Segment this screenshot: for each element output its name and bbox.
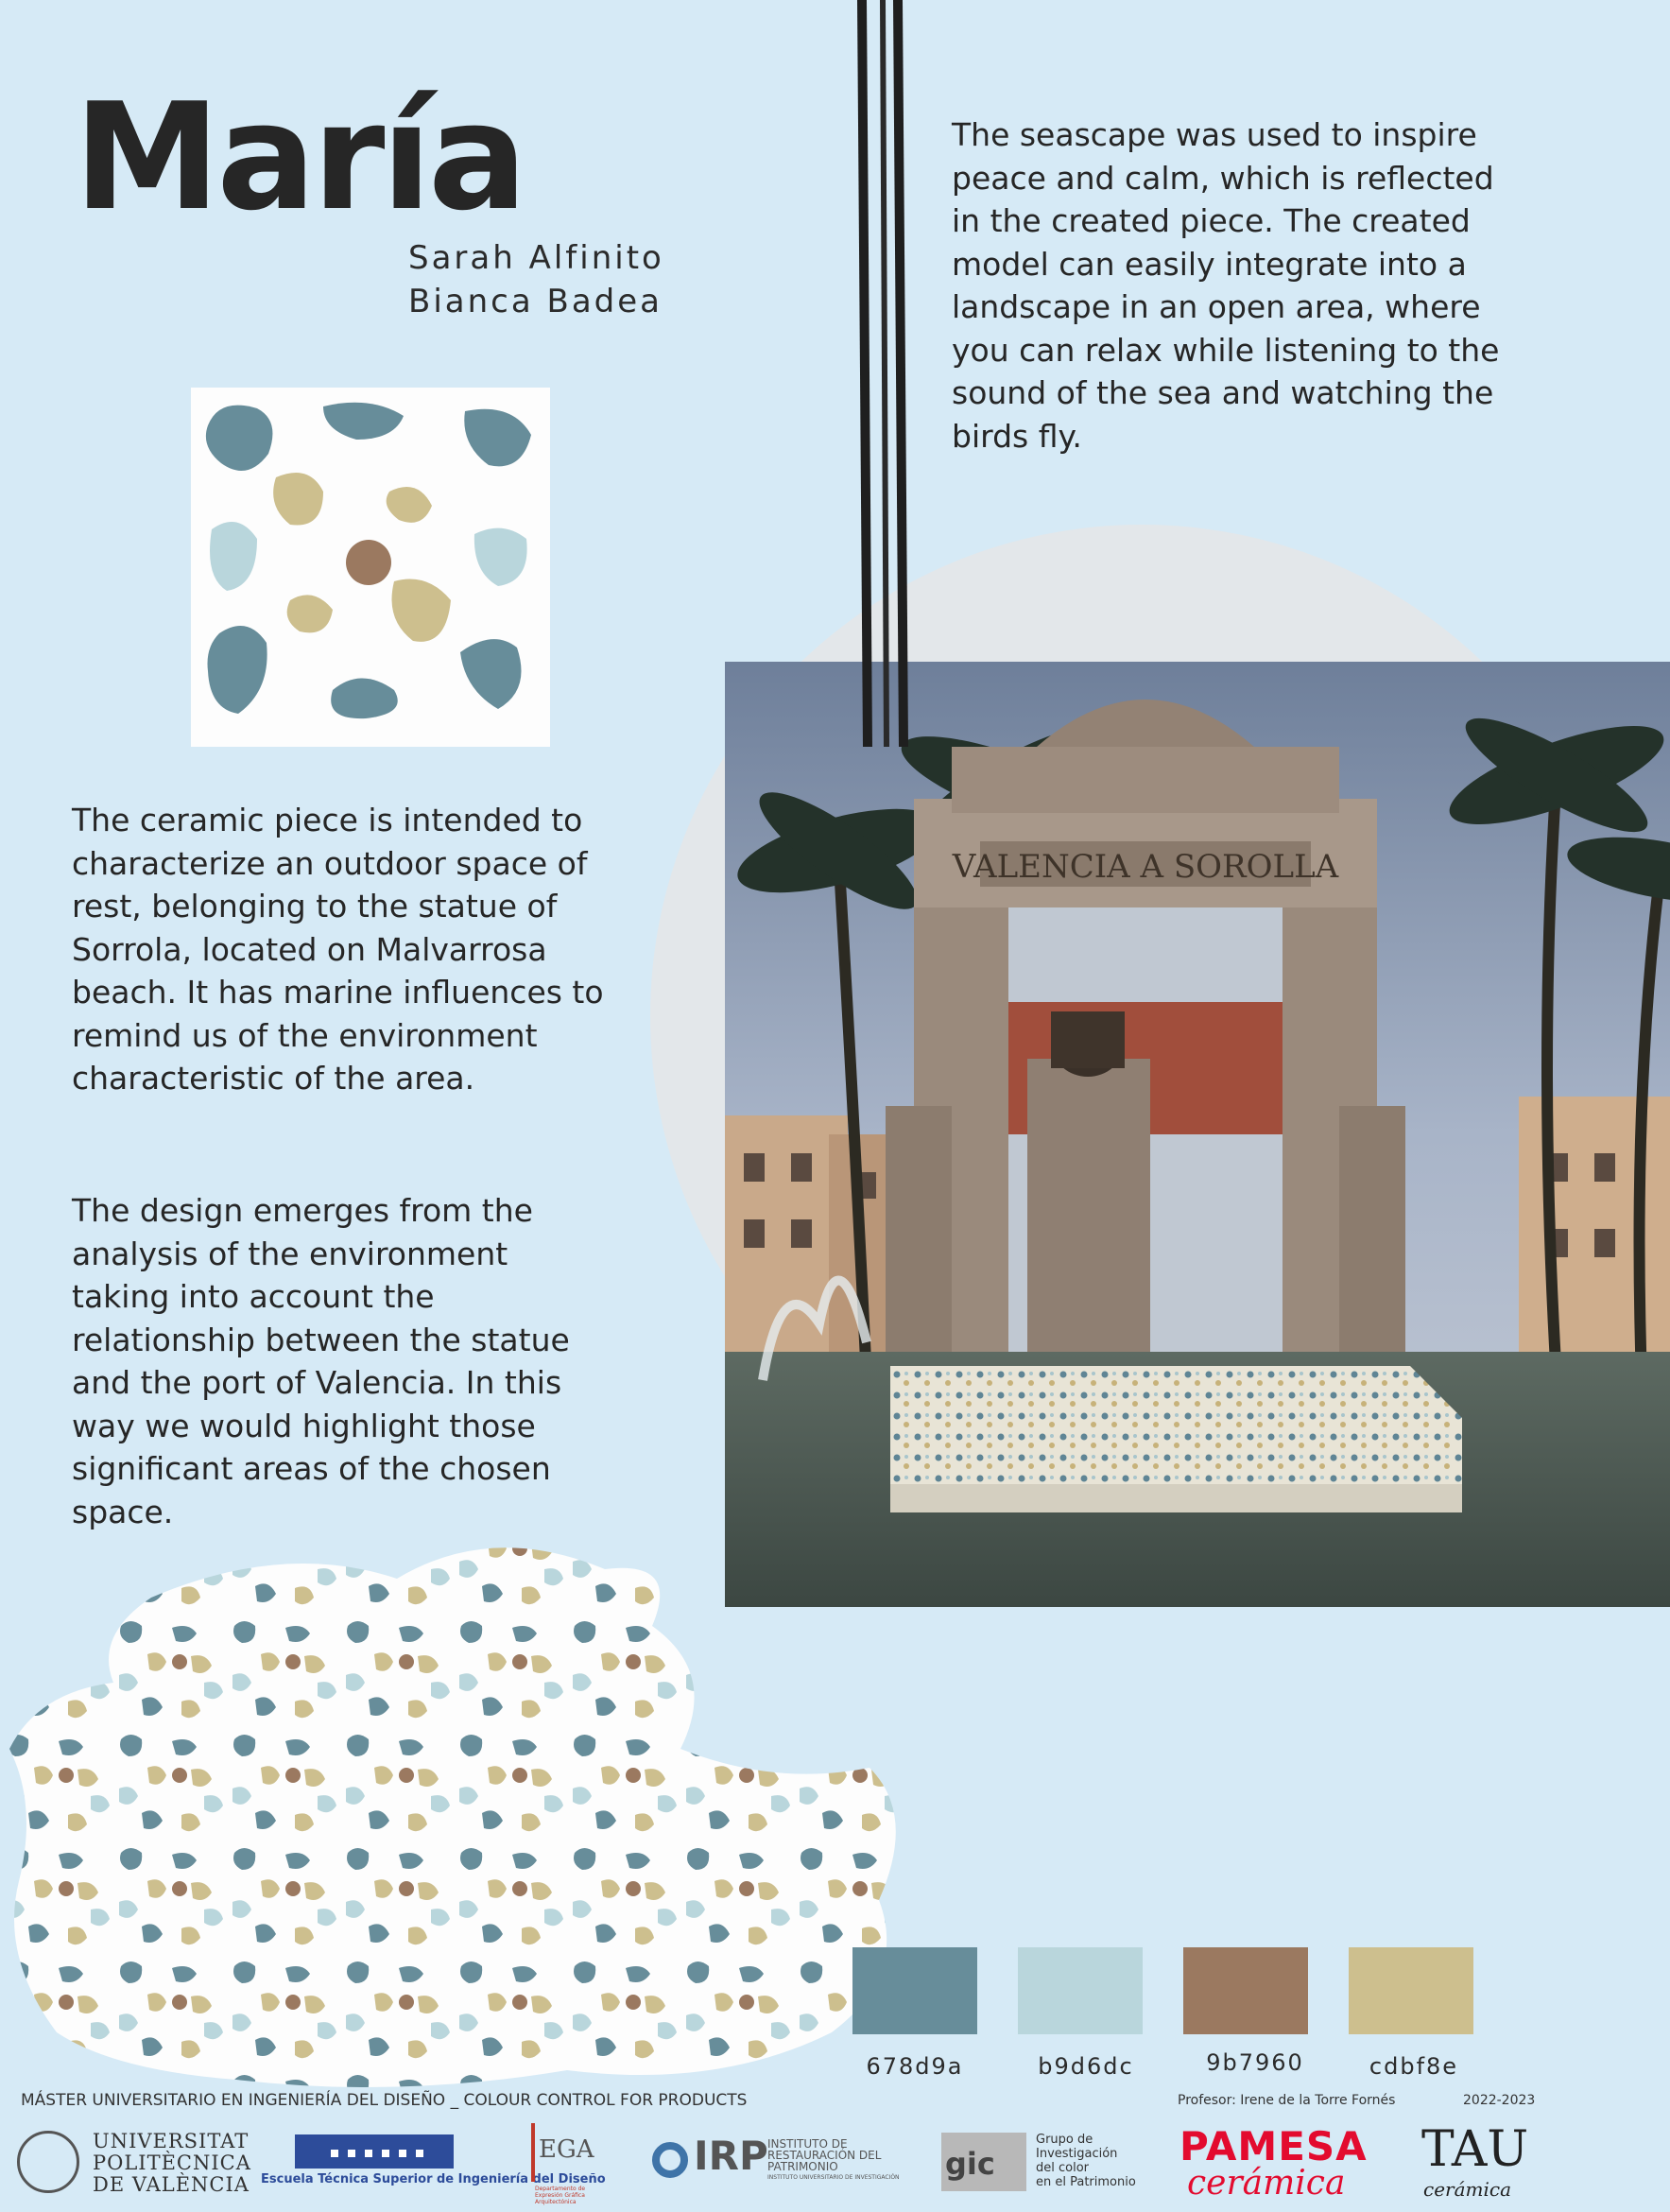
palette-hex-label: 9b7960 xyxy=(1206,2049,1304,2076)
logo-gic: gic xyxy=(945,2146,995,2182)
logo-text: Departamento de xyxy=(535,2186,586,2192)
palette-swatch xyxy=(1349,1947,1473,2034)
logo-text: UNIVERSITAT xyxy=(93,2130,250,2152)
logo-text: Grupo de xyxy=(1036,2133,1093,2147)
author-name: Bianca Badea xyxy=(408,283,663,320)
tile-design xyxy=(191,388,550,747)
logo-text: Arquitectónica xyxy=(535,2199,577,2205)
hanging-cords xyxy=(851,0,917,747)
logo-tau: TAU xyxy=(1421,2121,1529,2178)
svg-text:EGA: EGA xyxy=(539,2135,594,2164)
logo-text: Investigación xyxy=(1036,2147,1118,2161)
palette-hex-label: 678d9a xyxy=(866,2053,964,2080)
palette-hex-label: b9d6dc xyxy=(1038,2053,1134,2080)
palette-swatch xyxy=(1183,1947,1308,2034)
authors xyxy=(408,236,664,323)
logo-tau-sub: cerámica xyxy=(1423,2178,1512,2201)
logo-upv xyxy=(93,2131,251,2196)
logo-text: INSTITUTO UNIVERSITARIO DE INVESTIGACIÓN xyxy=(767,2174,900,2181)
irp-logo-icon xyxy=(652,2142,688,2178)
logo-irp: IRP xyxy=(694,2133,768,2179)
logo-text: INSTITUTO DE xyxy=(767,2137,848,2151)
footer-professor: Profesor: Irene de la Torre Fornés xyxy=(1178,2093,1396,2108)
logo-text: del color xyxy=(1036,2161,1090,2175)
monument-photo xyxy=(725,662,1670,1607)
description-paragraph: The ceramic piece is intended to characterize an outdoor space of rest, belonging to the statue of Sorrola, located on Malvarrosa beach. It has marine influences to remind us of the environment characteristic of the area. xyxy=(72,802,604,1097)
logo-ega-dept xyxy=(535,2186,585,2205)
palette-hex-label: cdbf8e xyxy=(1369,2053,1459,2080)
footer-master-title: MÁSTER UNIVERSITARIO EN INGENIERÍA DEL DISEÑO _ COLOUR CONTROL FOR PRODUCTS xyxy=(21,2091,748,2110)
logo-text: Expresión Gráfica xyxy=(535,2192,585,2199)
logo-pamesa: PAMESA xyxy=(1179,2123,1368,2169)
author-name: Sarah Alfinito xyxy=(408,239,664,277)
etsid-logo-icon xyxy=(295,2134,454,2169)
page-title: María xyxy=(74,71,525,243)
ega-logo-icon xyxy=(531,2123,594,2182)
logo-text: PATRIMONIO xyxy=(767,2160,838,2173)
footer-year: 2022-2023 xyxy=(1463,2093,1536,2108)
palette-swatch xyxy=(852,1947,977,2034)
upv-seal-icon xyxy=(17,2131,79,2193)
logo-text: POLITÈCNICA xyxy=(93,2152,251,2174)
logo-irp-full xyxy=(767,2138,900,2184)
intro-text: The seascape was used to inspire peace and calm, which is reflected in the created piece. The created model can easily integrate into a landscape in an open area, where you can relax while listening to the sound of the sea and watching the birds fly. xyxy=(952,116,1500,455)
logo-pamesa-sub: cerámica xyxy=(1187,2164,1346,2203)
palette-swatch xyxy=(1018,1947,1143,2034)
description-paragraph: The design emerges from the analysis of the environment taking into account the relationship between the statue and the port of Valencia. In this way we would highlight those significant areas of the chosen space. xyxy=(72,1192,570,1530)
logo-text: RESTAURACIÓN DEL xyxy=(767,2149,882,2162)
pattern-swatch xyxy=(0,1503,926,2099)
monument-inscription: VALENCIA A SOROLLA xyxy=(952,848,1339,886)
logo-text: en el Patrimonio xyxy=(1036,2175,1136,2189)
logo-gic-desc xyxy=(1036,2133,1136,2189)
logo-text: DE VALÈNCIA xyxy=(93,2173,250,2196)
logo-etsid: Escuela Técnica Superior de Ingeniería del Diseño xyxy=(261,2172,606,2186)
